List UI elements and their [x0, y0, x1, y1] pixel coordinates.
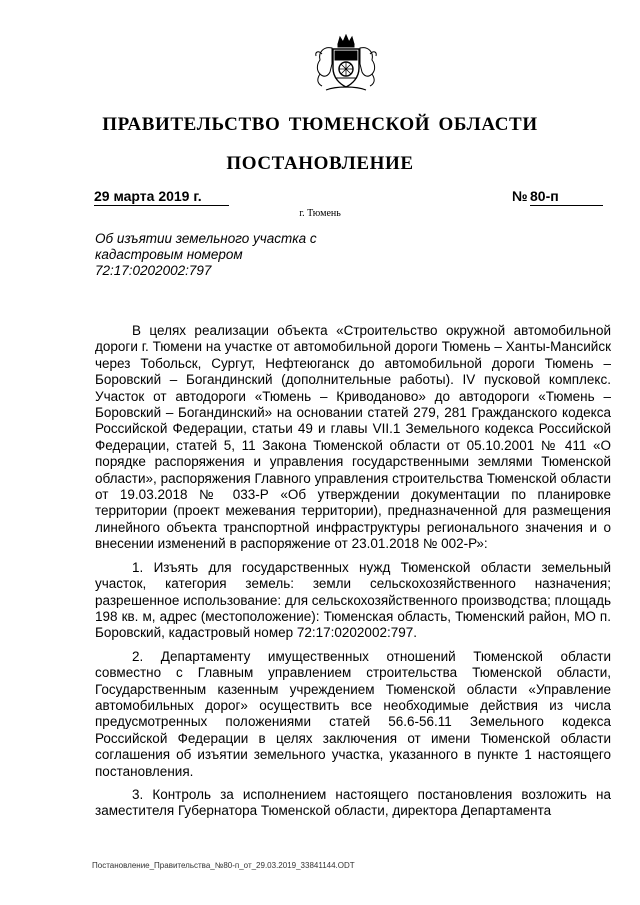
preamble-paragraph: В целях реализации объекта «Строительство окружной автомобильной дороги г. Тюмени на участке от автомобильной дороги Тюмень – Ханты-Мансийск через Тобольск, Сургут, Нефтеюганск до автомобильной дороги Тюмень – Боровский – Богандинский (дополнительные работы). IV пусковой комплекс. Участок от автодороги «Тюмень – Криводаново» до автодороги «Тюмень – Боровский – Богандинский» на основании статей 279, 281 Гражданского кодекса Российской Федерации, статьи 49 и главы VII.1 Земельного кодекса Российской Федерации, статей 5, 11 Закона Тюменской области от 05.10.2001 № 411 «О порядке распоряжения и управления государственными землями Тюменской области», распоряжения Главного управления строительства Тюменской области от 19.03.2018 № 033-Р «Об утверждении документации по планировке территории (проект межевания территории), предназначенной для размещения линейного объекта транспортной инфраструктуры регионального значения и о внесении изменений в распоряжение от 23.01.2018 № 002-Р»: — [95, 323, 611, 552]
number-sign: № — [512, 188, 528, 204]
city-label: г. Тюмень — [299, 208, 341, 219]
item-3-paragraph: 3. Контроль за исполнением настоящего постановления возложить на заместителя Губернатора Тюменской области, директора Департамента — [95, 786, 611, 819]
document-type: ПОСТАНОВЛЕНИЕ — [226, 153, 414, 174]
item-1-paragraph: 1. Изъять для государственных нужд Тюменской области земельный участок, категория земель: земли сельскохозяйственного назначения; разрешенное использование: для сельскохозяйственного производства; площадь 198 кв. м, адрес (местоположение): Тюменская область, Тюменский район, МО п. Боровский, кадастровый номер 72:17:0202002:797. — [95, 559, 611, 641]
coat-of-arms-emblem — [302, 34, 390, 94]
document-subject: Об изъятии земельного участка с кадастровым номером 72:17:0202002:797 — [95, 231, 317, 278]
government-title: ПРАВИТЕЛЬСТВО ТЮМЕНСКОЙ ОБЛАСТИ — [102, 114, 538, 135]
item-2-paragraph: 2. Департаменту имущественных отношений Тюменской области совместно с Главным управлением строительства Тюменской области, Государственным казенным учреждением Тюменской области «Управление автомобильных дорог» осуществить все необходимые действия из числа предусмотренных положениями статей 56.6-56.11 Земельного кодекса Российской Федерации в целях заключения от имени Тюменской области соглашения об изъятии земельного участка, указанного в пункте 1 настоящего постановления. — [95, 648, 611, 779]
document-number: 80-п — [530, 188, 603, 206]
document-body — [95, 323, 611, 827]
document-date: 29 марта 2019 г. — [94, 188, 229, 206]
file-footer: Постановление_Правительства_№80-п_от_29.03.2019_33841144.ODT — [92, 861, 355, 870]
coat-of-arms-icon — [302, 34, 390, 94]
